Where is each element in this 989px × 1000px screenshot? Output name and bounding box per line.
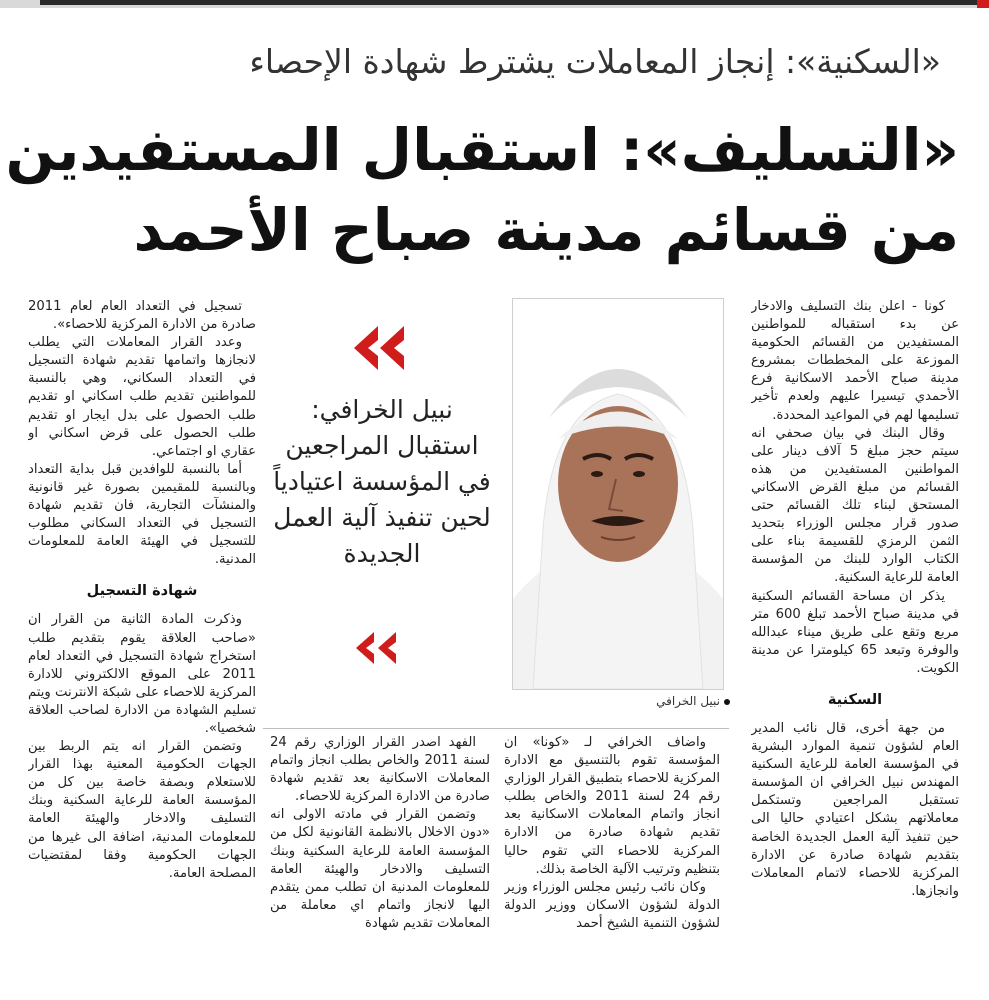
quote-open-icon	[350, 322, 406, 374]
paragraph: وتضمن القرار انه يتم الربط بين الجهات الحكومية المعنية بهذا القرار للاستعلام وبصفة خاصة بين كل من المؤسسة العامة للرعاية السكنية وبنك التسليف والادخار والهيئة العامة للمعلومات المدنية، اضافة الى غيرها من الجهات الحكومية وفقا لمقتضيات المصلحة العامة.	[28, 739, 256, 881]
paragraph: يذكر ان مساحة القسائم السكنية في مدينة صباح الأحمد تبلغ 600 متر مربع وتقع على طريق ميناء عبدالله والوفرة وتبعد 65 كيلومترا عن مدينة الكويت.	[751, 588, 959, 676]
subhead-registration-certificate: شهادة التسجيل	[86, 583, 198, 600]
kicker-headline: «السكنية»: إنجاز المعاملات يشترط شهادة الإحصاء	[249, 42, 941, 81]
paragraph: تسجيل في التعداد العام لعام 2011 صادرة من الادارة المركزية للاحصاء».	[28, 299, 256, 333]
paragraph: وتضمن القرار في مادته الاولى انه «دون الاخلال بالانظمة القانونية لكل من المؤسسة العامة للرعاية السكنية وبنك التسليف والادخار والهيئة العامة للمعلومات المدنية ان تطلب ممن يتقدم اليها لانجاز واتمام اي معاملة من المعاملات تقديم شهادة	[270, 807, 490, 931]
headline-line-2: من قسائم مدينة صباح الأحمد	[133, 196, 959, 264]
article-column-4	[28, 298, 256, 998]
caption-text: نبيل الخرافي	[656, 694, 720, 708]
headline-line-1: «التسليف»: استقبال المستفيدين	[5, 116, 959, 184]
paragraph: وعدد القرار المعاملات التي يطلب لانجازها واتمامها تقديم شهادة التسجيل في التعداد السكاني، وهي بالنسبة للمواطنين تقديم طلب اسكاني او تقديم طلب الحصول على بدل ايجار او تقديم طلب الحصول على قرض اسكاني او عقاري او اجتماعي.	[28, 335, 256, 459]
paragraph: أما بالنسبة للوافدين قبل بداية التعداد وبالنسبة للمقيمين بصورة غير قانونية والمنشآت التجارية، فان تقديم شهادة التسجيل في التعداد السكاني مطلوب للتسجيل في الهيئة العامة للمعلومات المدنية.	[28, 461, 256, 568]
divider	[263, 728, 729, 729]
article-column-1	[751, 298, 959, 998]
article-column-3	[270, 734, 490, 1000]
main-headline	[5, 110, 959, 270]
paragraph: وذكرت المادة الثانية من القرار ان «صاحب العلاقة يقوم بتقديم طلب استخراج شهادة التسجيل في التعداد لعام 2011 على الموقع الالكتروني للادارة المركزية للاحصاء على شبكة الانترنت ويتم تسليم الشهادة من الادارة لصاحب العلاقة شخصيا».	[28, 612, 256, 736]
pull-quote-text: استقبال المراجعين في المؤسسة اعتيادياً لحين تنفيذ آلية العمل الجديدة	[273, 431, 491, 568]
quote-close-icon	[352, 628, 398, 668]
paragraph: من جهة أخرى، قال نائب المدير العام لشؤون تنمية الموارد البشرية في المؤسسة العامة للرعاية السكنية المهندس نبيل الخرافي ان المؤسسة تستقبل المراجعين وتستكمل معاملاتهم بشكل اعتيادي حاليا الى حين تنفيذ آلية العمل الجديدة الخاصة بتقديم شهادة صادرة عن الادارة المركزية للاحصاء لاتمام المعاملات وانجازها.	[751, 720, 959, 899]
paragraph: الفهد اصدر القرار الوزاري رقم 24 لسنة 2011 والخاص بطلب انجاز واتمام المعاملات الاسكانية بعد تقديم شهادة صادرة من الادارة المركزية للاحصاء.	[270, 735, 490, 805]
paragraph: وقال البنك في بيان صحفي انه سيتم حجز مبلغ 5 آلاف دينار على المواطنين المستفيدين من هذه القسائم من مبلغ القرض الاسكاني المستحق لبناء تلك القسائم حتى صدور قرار مجلس الوزراء بتحديد الثمن الرمزي للقسيمة بناء على الكتاب الوارد للبنك من المؤسسة العامة للرعاية السكنية.	[751, 425, 959, 586]
portrait-icon	[513, 299, 723, 689]
article-column-2	[504, 734, 720, 1000]
paragraph: وكان نائب رئيس مجلس الوزراء وزير الدولة لشؤون الاسكان ووزير الدولة لشؤون التنمية الشيخ أحمد	[504, 879, 720, 931]
top-rule	[0, 0, 989, 8]
paragraph: واضاف الخرافي لـ «كونا» ان المؤسسة تقوم بالتنسيق مع الادارة المركزية للاحصاء بتطبيق القرار الوزاري رقم 24 لسنة 2011 والخاص بطلب انجاز واتمام المعاملات الاسكانية بعد تقديم شهادة صادرة من الادارة المركزية للاحصاء التي تقوم حاليا بتنظيم وترتيب الآلية الخاصة بذلك.	[504, 735, 720, 877]
subhead-housing: السكنية	[827, 691, 883, 708]
portrait-photo	[512, 298, 724, 690]
pull-quote-speaker: نبيل الخرافي:	[311, 395, 453, 424]
pull-quote	[272, 392, 492, 572]
paragraph: كونا - اعلن بنك التسليف والادخار عن بدء استقباله للمواطنين المستفيدين من القسائم الحكومية الموزعة على المخططات بمشروع مدينة صباح الأحمد الاسكانية فرع الأحمدي تيسيرا عليهم ولعدم تأخير تسليمها لهم في المواعيد المحددة.	[751, 299, 959, 423]
bullet-icon	[724, 699, 730, 705]
photo-caption	[620, 694, 730, 708]
